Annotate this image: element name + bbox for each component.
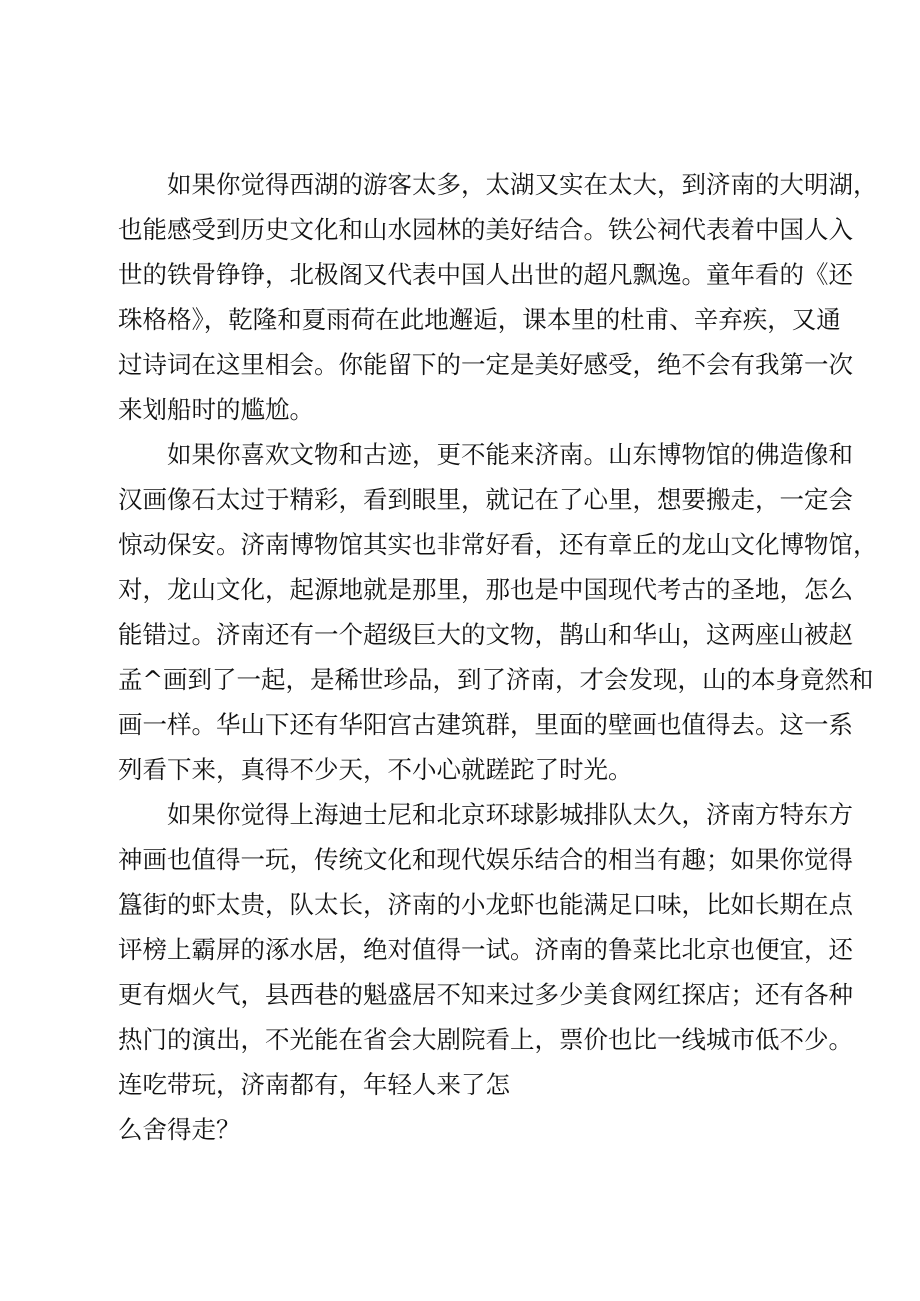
- text-line: 孟^画到了一起，是稀世珍品，到了济南，才会发现，山的本身竟然和: [118, 665, 874, 694]
- text-line: 过诗词在这里相会。你能留下的一定是美好感受，绝不会有我第一次: [118, 350, 853, 379]
- text-line: 如果你喜欢文物和古迹，更不能来济南。山东博物馆的佛造像和: [167, 440, 853, 469]
- text-line: 也能感受到历史文化和山水园林的美好结合。铁公祠代表着中国人入: [118, 215, 853, 244]
- text-line: 惊动保安。济南博物馆其实也非常好看，还有章丘的龙山文化博物馆，: [118, 530, 878, 559]
- text-line: 评榜上霸屏的涿水居，绝对值得一试。济南的鲁菜比北京也便宜，还: [118, 935, 853, 964]
- paragraph-entertainment: [118, 792, 853, 1152]
- text-line: 更有烟火气，县西巷的魁盛居不知来过多少美食网红探店；还有各种: [118, 980, 853, 1009]
- text-line: 列看下来，真得不少天，不小心就蹉跎了时光。: [118, 755, 633, 784]
- text-line: 汉画像石太过于精彩，看到眼里，就记在了心里，想要搬走，一定会: [118, 485, 853, 514]
- text-line: 簋街的虾太贵，队太长，济南的小龙虾也能满足口味，比如长期在点: [118, 890, 853, 919]
- text-line: 来划船时的尴尬。: [118, 395, 314, 424]
- text-line: 对，龙山文化，起源地就是那里，那也是中国现代考古的圣地，怎么: [118, 575, 853, 604]
- text-line: 如果你觉得上海迪士尼和北京环球影城排队太久，济南方特东方: [167, 800, 853, 829]
- paragraph-daming-lake: [118, 162, 878, 432]
- text-line: 画一样。华山下还有华阳宫古建筑群，里面的壁画也值得去。这一系: [118, 710, 853, 739]
- text-line: 世的铁骨铮铮，北极阁又代表中国人出世的超凡飘逸。童年看的《还: [118, 260, 853, 289]
- text-line: 么舍得走？: [118, 1115, 241, 1144]
- text-line: 能错过。济南还有一个超级巨大的文物，鹊山和华山，这两座山被赵: [118, 620, 853, 649]
- text-line: 连吃带玩，济南都有，年轻人来了怎: [118, 1070, 510, 1099]
- article-body: [118, 162, 878, 1152]
- text-line: 热门的演出，不光能在省会大剧院看上，票价也比一线城市低不少。: [118, 1025, 853, 1054]
- text-line: 珠格格》，乾隆和夏雨荷在此地邂逅，课本里的杜甫、辛弃疾，又通: [118, 305, 841, 334]
- text-line: 神画也值得一玩，传统文化和现代娱乐结合的相当有趣；如果你觉得: [118, 845, 853, 874]
- text-line: 如果你觉得西湖的游客太多，太湖又实在太大，到济南的大明湖，: [167, 170, 878, 199]
- paragraph-relics: [118, 432, 878, 792]
